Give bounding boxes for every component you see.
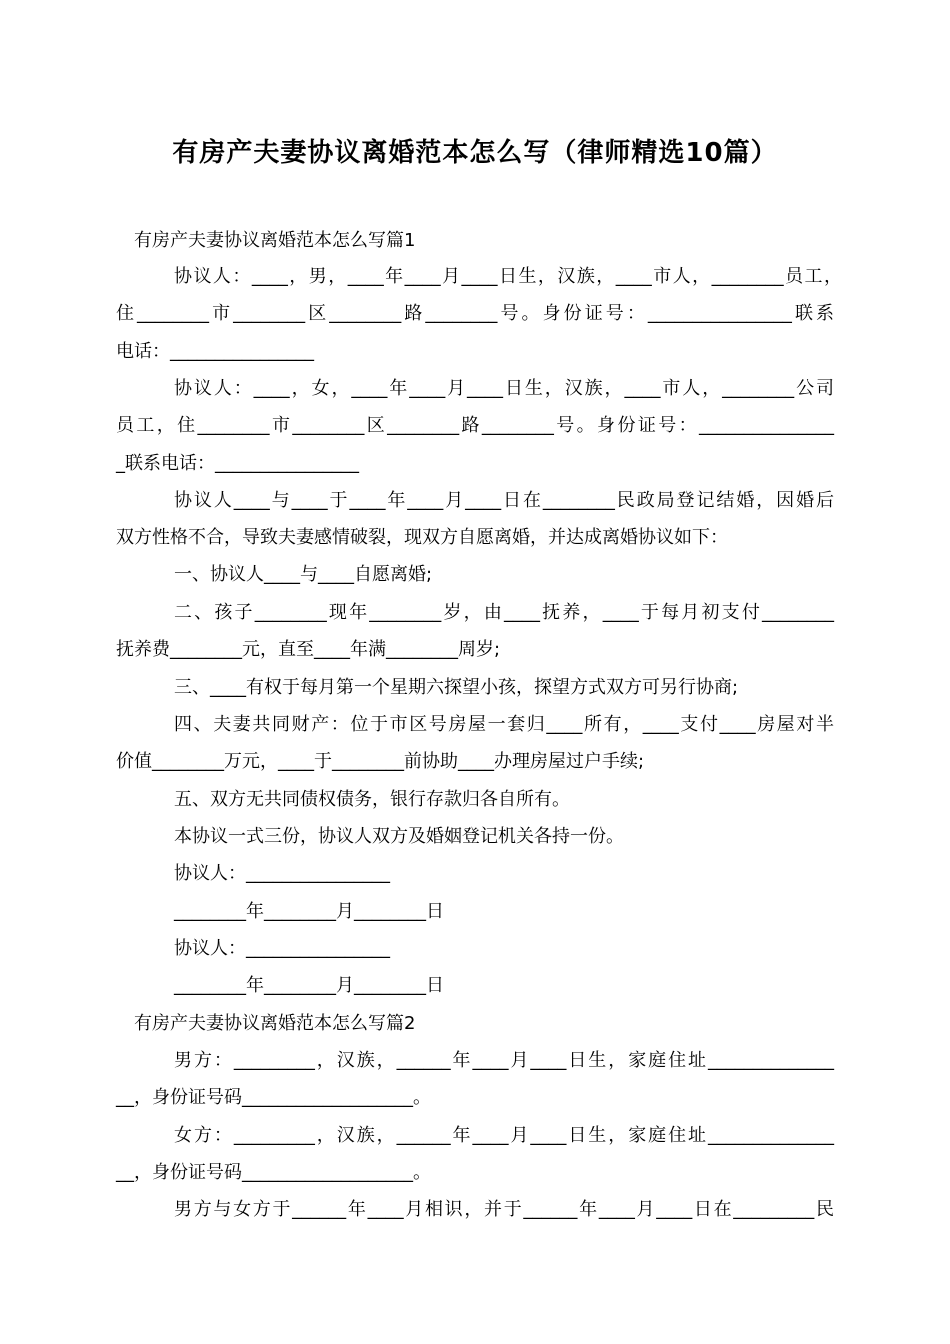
date-line: ________年________月________日 xyxy=(174,901,444,922)
paragraph-line: _联系电话：________________ xyxy=(116,453,359,474)
paragraph-line: 本协议一式三份，协议人双方及婚姻登记机关各持一份。 xyxy=(174,826,624,847)
agreement-clause: 二、孩子________现年________岁，由____抚养，____于每月初支付________ xyxy=(174,602,834,623)
agreement-clause: 价值________万元，____于________前协助____办理房屋过户手续; xyxy=(116,751,645,772)
agreement-clause: 一、协议人____与____自愿离婚; xyxy=(174,564,433,585)
paragraph-line: __，身份证号码___________________。 xyxy=(116,1087,431,1108)
paragraph-line: 双方性格不合，导致夫妻感情破裂，现双方自愿离婚，并达成离婚协议如下： xyxy=(116,527,728,548)
section-heading: 有房产夫妻协议离婚范本怎么写篇1 xyxy=(134,230,416,251)
paragraph-line: 协议人：____，女，____年____月____日生，汉族，____市人，________公司 xyxy=(174,378,834,399)
section-heading: 有房产夫妻协议离婚范本怎么写篇2 xyxy=(134,1013,416,1034)
paragraph-line: 员工，住________市________区________路________号。身份证号：_______________ xyxy=(116,415,834,436)
agreement-clause: 抚养费________元，直至____年满________周岁; xyxy=(116,639,501,660)
paragraph-line: 协议人____与____于____年____月____日在________民政局登记结婚，因婚后 xyxy=(174,490,834,511)
paragraph-line: 男方：_________，汉族，______年____月____日生，家庭住址______________ xyxy=(174,1050,834,1071)
paragraph-line: 女方：_________，汉族，______年____月____日生，家庭住址______________ xyxy=(174,1125,834,1146)
agreement-clause: 四、夫妻共同财产：位于市区号房屋一套归____所有，____支付____房屋对半 xyxy=(174,714,834,735)
document-title: 有房产夫妻协议离婚范本怎么写（律师精选10篇） xyxy=(172,138,778,168)
signature-line: 协议人：________________ xyxy=(174,938,390,959)
paragraph-line: 电话：________________ xyxy=(116,341,314,362)
agreement-clause: 三、____有权于每月第一个星期六探望小孩，探望方式双方可另行协商; xyxy=(174,677,739,698)
paragraph-line: 男方与女方于______年____月相识，并于______年____月____日在_________民 xyxy=(174,1199,834,1220)
paragraph-line: 住________市________区________路________号。身份证号：________________联系 xyxy=(116,303,834,324)
date-line: ________年________月________日 xyxy=(174,975,444,996)
paragraph-line: __，身份证号码___________________。 xyxy=(116,1162,431,1183)
signature-line: 协议人：________________ xyxy=(174,863,390,884)
paragraph-line: 协议人：____，男，____年____月____日生，汉族，____市人，________员工， xyxy=(174,266,842,287)
agreement-clause: 五、双方无共同债权债务，银行存款归各自所有。 xyxy=(174,789,570,810)
